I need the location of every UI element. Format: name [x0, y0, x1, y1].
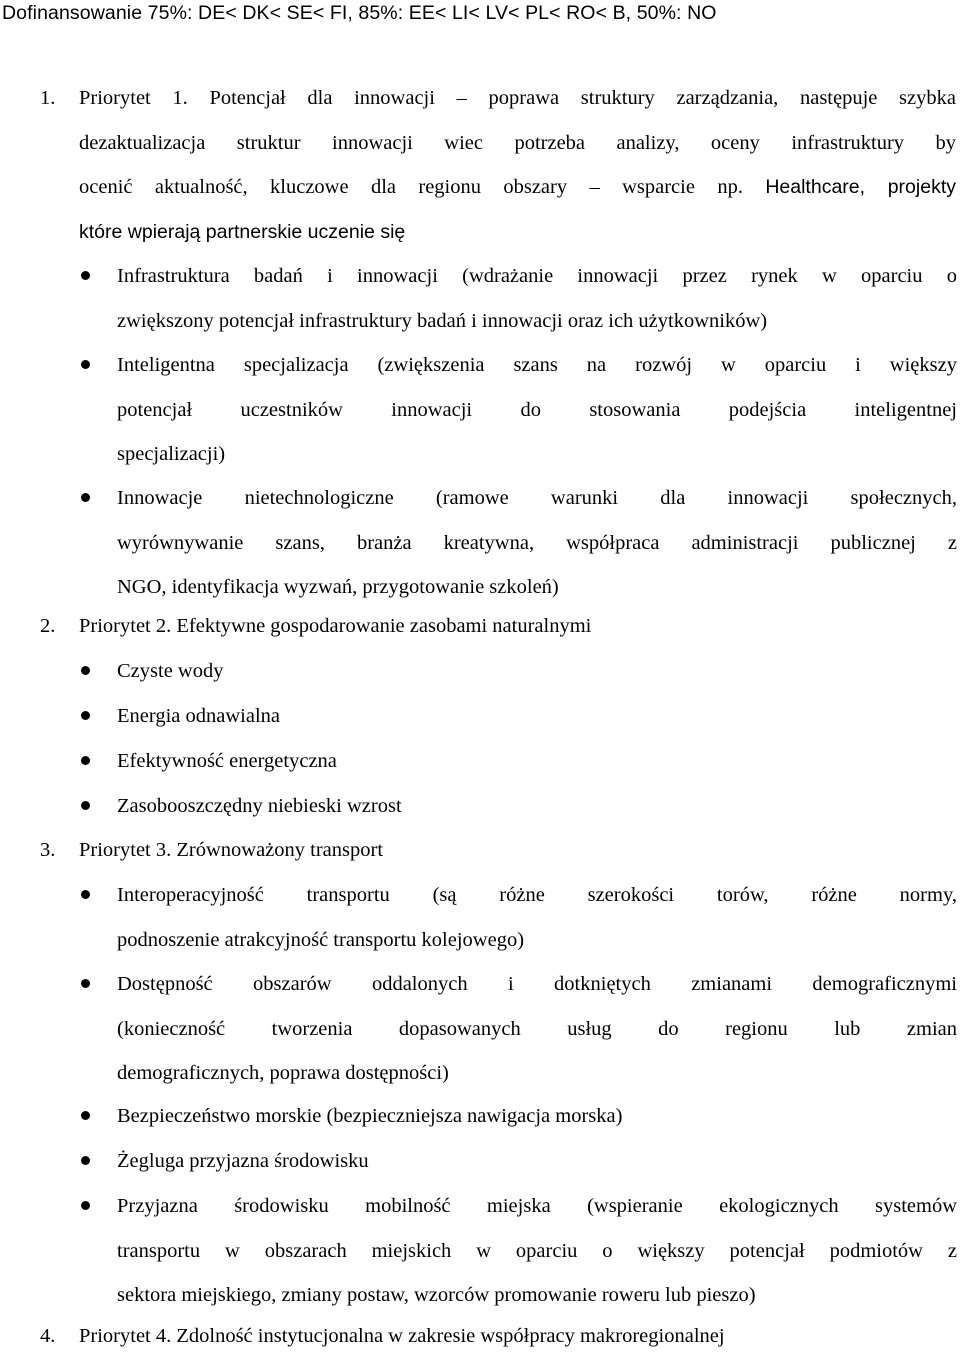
bullet-line: potencjał uczestników innowacji do stosowania podejścia inteligentnej	[117, 398, 957, 421]
bullet-line: NGO, identyfikacja wyzwań, przygotowanie szkoleń)	[117, 576, 559, 598]
priority-1-paragraph	[79, 76, 956, 254]
bullet-line: specjalizacji)	[117, 443, 226, 465]
bullet-dot-icon	[81, 360, 90, 369]
priority-1-number: 1.	[40, 87, 56, 109]
priority-4-title: Priorytet 4. Zdolność instytucjonalna w zakresie współpracy makroregionalnej	[79, 1325, 725, 1347]
bullet-line: zwiększony potencjał infrastruktury badań i innowacji oraz ich użytkowników)	[117, 309, 768, 332]
priority-2-title: Priorytet 2. Efektywne gospodarowanie zasobami naturalnymi	[79, 615, 592, 637]
bullet-dot-icon	[81, 979, 90, 988]
bullet-line: sektora miejskiego, zmiany postaw, wzorców promowanie roweru lub pieszo)	[117, 1284, 756, 1306]
bullet-dot-icon	[81, 756, 90, 765]
bullet-line: demograficznych, poprawa dostępności)	[117, 1062, 449, 1084]
priority-3-number: 3.	[40, 839, 56, 861]
priority-1-line-2: dezaktualizacja struktur innowacji wiec potrzeba analizy, oceny infrastruktury by	[79, 131, 956, 154]
priority-1-line-4: które wpierają partnerskie uczenie się	[79, 220, 406, 243]
priority-4-number: 4.	[40, 1325, 56, 1347]
bullet-line: Infrastruktura badań i innowacji (wdrażanie innowacji przez rynek w oparciu o	[117, 265, 957, 287]
priority-1-line-3b: Healthcare, projekty	[765, 176, 956, 198]
bullet-dot-icon	[81, 1156, 90, 1165]
bullet-line: transportu w obszarach miejskich w oparciu o większy potencjał podmiotów z	[117, 1239, 957, 1262]
bullet-line: (konieczność tworzenia dopasowanych usług do regionu lub zmian	[117, 1017, 957, 1040]
bullet-line: Zasobooszczędny niebieski wzrost	[117, 795, 402, 817]
priority-3-title: Priorytet 3. Zrównoważony transport	[79, 839, 384, 861]
priority-1-line-3a: ocenić aktualność, kluczowe dla regionu obszary – wsparcie np.	[79, 176, 743, 198]
bullet-line: Energia odnawialna	[117, 705, 280, 727]
bullet-line: Efektywność energetyczna	[117, 750, 337, 772]
bullet-dot-icon	[81, 1111, 90, 1120]
bullet-line: Innowacje nietechnologiczne (ramowe warunki dla innowacji społecznych,	[117, 487, 957, 509]
bullet-line: Inteligentna specjalizacja (zwiększenia szans na rozwój w oparciu i większy	[117, 354, 957, 376]
bullet-dot-icon	[81, 1201, 90, 1210]
bullet-dot-icon	[81, 890, 90, 899]
bullet-line: Dostępność obszarów oddalonych i dotkniętych zmianami demograficznymi	[117, 973, 957, 995]
bullet-line: Czyste wody	[117, 660, 224, 682]
priority-1-line-3	[79, 165, 956, 210]
bullet-line: Bezpieczeństwo morskie (bezpieczniejsza nawigacja morska)	[117, 1105, 623, 1127]
bullet-dot-icon	[81, 801, 90, 810]
priority-2-number: 2.	[40, 615, 56, 637]
bullet-line: podnoszenie atrakcyjność transportu kolejowego)	[117, 928, 525, 951]
funding-rates-line: Dofinansowanie 75%: DE< DK< SE< FI, 85%: EE< LI< LV< PL< RO< B, 50%: NO	[2, 2, 717, 24]
bullet-line: wyrównywanie szans, branża kreatywna, współpraca administracji publicznej z	[117, 531, 957, 554]
bullet-dot-icon	[81, 271, 90, 280]
bullet-line: Przyjazna środowisku mobilność miejska (wspieranie ekologicznych systemów	[117, 1195, 957, 1217]
bullet-line: Interoperacyjność transportu (są różne szerokości torów, różne normy,	[117, 884, 957, 906]
bullet-line: Żegluga przyjazna środowisku	[117, 1150, 369, 1172]
priority-1-line-1: Priorytet 1. Potencjał dla innowacji – poprawa struktury zarządzania, następuje szybka	[79, 87, 956, 109]
bullet-dot-icon	[81, 711, 90, 720]
bullet-dot-icon	[81, 666, 90, 675]
bullet-dot-icon	[81, 493, 90, 502]
